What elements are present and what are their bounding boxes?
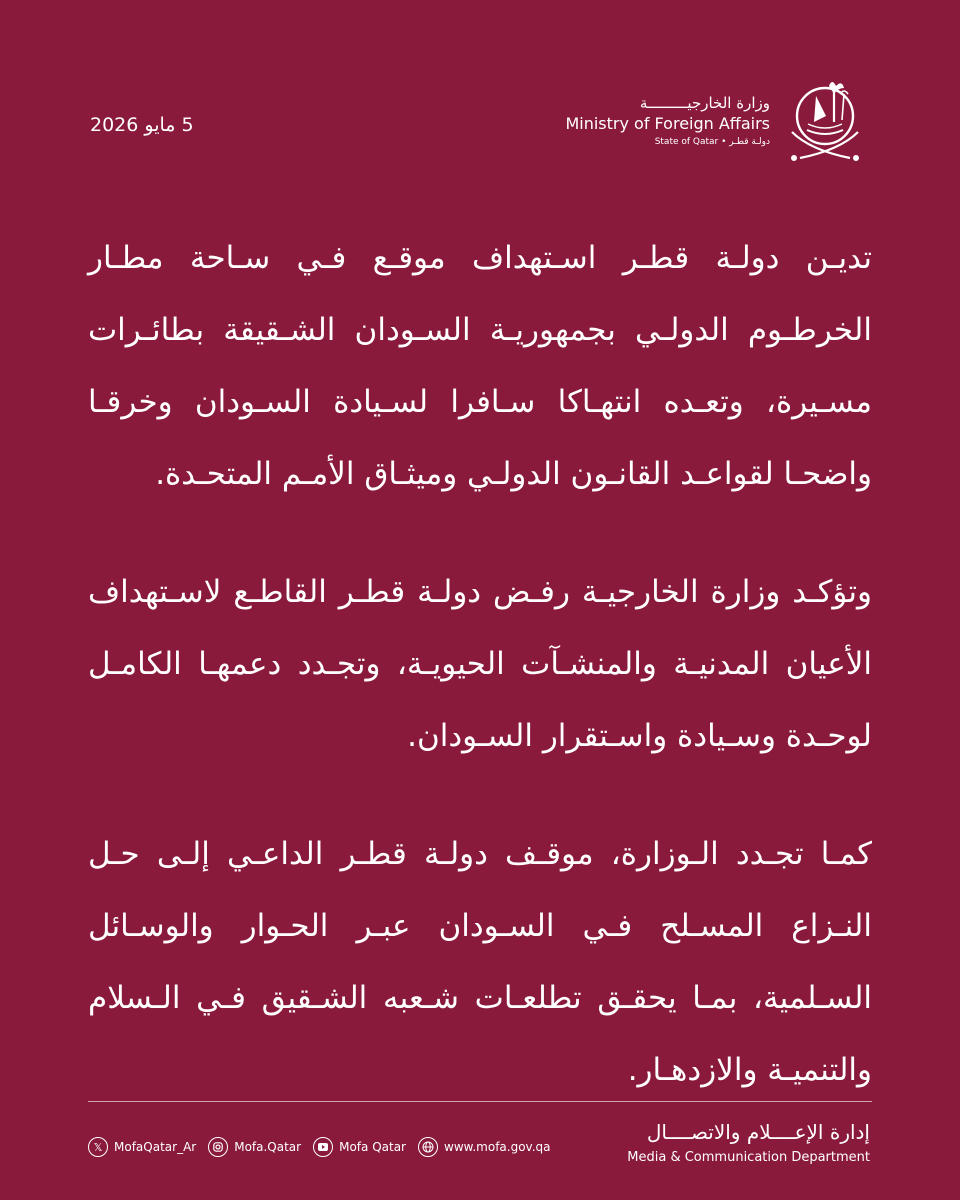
social-x[interactable] bbox=[88, 1137, 196, 1157]
statement-paragraph-1: تديـن دولـة قطـر اسـتهداف موقـع فـي سـاحة مطـار الخرطـوم الدولـي بجمهوريـة السـودان الشـقيقة بطائـرات مسـيرة، وتعـده انتهـاكا سـافرا لسـيادة السـودان وخرقـا واضحـا لقواعـد القانـون الدولـي وميثـاق الأمـم المتحـدة. bbox=[88, 240, 872, 492]
statement-paragraph-3: كمـا تجـدد الـوزارة، موقـف دولـة قطـر الداعـي إلـى حـل النـزاع المسـلح فـي السـودان عبـر الحـوار والوسـائل السـلمية، بمـا يحقـق تطلعـات شـعبه الشـقيق فـي الـسلام والتنميـة والازدهـار. bbox=[88, 836, 872, 1088]
department-arabic: إدارة الإعــــلام والاتصــــال bbox=[646, 1120, 870, 1144]
ministry-logo bbox=[565, 72, 870, 168]
qatar-emblem-icon bbox=[780, 72, 870, 168]
logo-text bbox=[565, 94, 770, 147]
social-youtube-label: Mofa Qatar bbox=[339, 1140, 406, 1154]
statement-body bbox=[88, 222, 872, 1152]
social-instagram[interactable] bbox=[208, 1137, 301, 1157]
social-website-label: www.mofa.gov.qa bbox=[444, 1140, 551, 1154]
statement-paragraph-2: وتؤكـد وزارة الخارجيـة رفـض دولـة قطـر القاطـع لاسـتهداف الأعيان المدنيـة والمنشـآت الحيويـة، وتجـدد دعمهـا الكامـل لوحـدة وسـيادة واسـتقرار السـودان. bbox=[88, 574, 872, 754]
department-block bbox=[627, 1120, 870, 1165]
social-links bbox=[88, 1137, 551, 1157]
social-website[interactable] bbox=[418, 1137, 551, 1157]
social-x-label: MofaQatar_Ar bbox=[114, 1140, 197, 1154]
social-youtube[interactable] bbox=[313, 1137, 406, 1157]
social-instagram-label: Mofa.Qatar bbox=[234, 1140, 302, 1154]
logo-arabic-name: وزارة الخارجيـــــــــة bbox=[639, 94, 770, 112]
statement-date: 5 مايو 2026 bbox=[90, 114, 194, 136]
department-english: Media & Communication Department bbox=[627, 1150, 870, 1165]
globe-icon bbox=[418, 1137, 438, 1157]
logo-english-name: Ministry of Foreign Affairs bbox=[565, 114, 770, 133]
instagram-icon bbox=[208, 1137, 228, 1157]
footer-divider bbox=[88, 1101, 872, 1102]
logo-state-line: State of Qatar • دولـة قطـر bbox=[654, 137, 770, 147]
youtube-icon bbox=[313, 1137, 333, 1157]
x-icon: 𝕏 bbox=[88, 1137, 108, 1157]
